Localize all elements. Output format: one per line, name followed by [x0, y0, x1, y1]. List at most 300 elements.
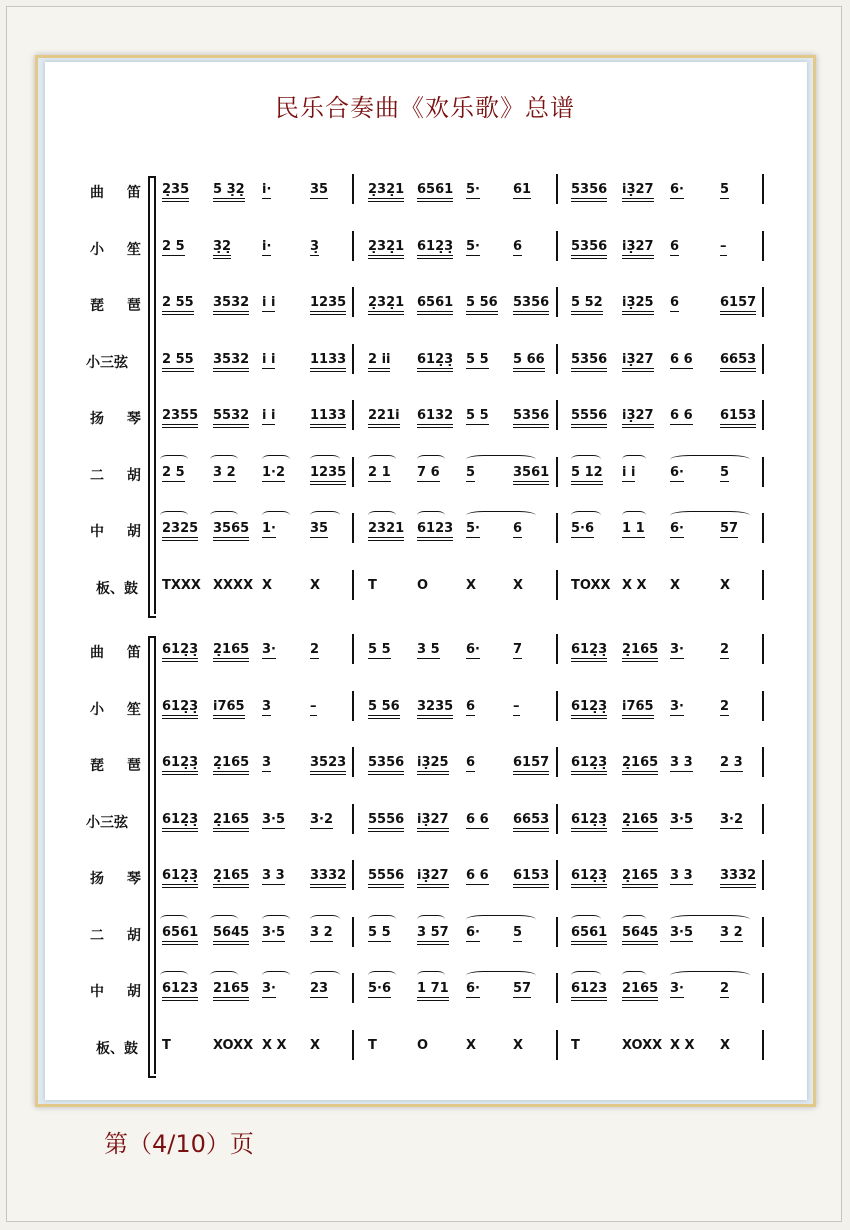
note-group: 2̣165 [622, 868, 658, 888]
instrument-label: 板、鼓 [96, 580, 138, 597]
note-group: 612̣3̣ [162, 812, 198, 832]
note-group: 5 5 [466, 408, 489, 423]
barline [352, 691, 354, 721]
note-group: 2 [720, 981, 730, 996]
note-group: 3· [670, 981, 684, 996]
note-group: 612̣3̣ [571, 755, 607, 775]
slur-mark [310, 511, 340, 520]
instrument-label: 中 胡 [90, 984, 150, 1000]
note-group: 1235 [310, 465, 346, 485]
slur-mark [262, 971, 290, 980]
note-group: i3̣27 [622, 408, 654, 428]
note-group: 3 3 [670, 868, 693, 883]
note-group: XOXX [213, 1037, 254, 1053]
instrument-label: 扬 琴 [90, 411, 150, 427]
note-group: 2 5 [162, 238, 185, 254]
note-group: 2165 [622, 981, 658, 1001]
note-group: 5 52 [571, 295, 603, 315]
instrument-label: 琵 琶 [90, 758, 150, 774]
barline [352, 174, 354, 204]
note-group: X X [622, 577, 647, 593]
note-group: 7 [513, 642, 523, 657]
note-group: 5356 [571, 182, 607, 202]
barline [762, 691, 764, 721]
slur-mark [210, 455, 238, 464]
instrument-row [0, 687, 850, 727]
note-group: 5 5 [368, 642, 391, 657]
note-group: T [368, 577, 377, 593]
note-group: 5 [466, 464, 476, 480]
note-group: 5 56 [368, 699, 400, 719]
note-group: X [720, 577, 731, 593]
note-group: 6 6 [466, 811, 489, 827]
note-group: 5356 [368, 755, 404, 775]
slur-mark [160, 915, 188, 924]
instrument-label: 曲 笛 [90, 645, 150, 661]
barline [762, 917, 764, 947]
note-group: 2̣32̣1 [368, 239, 404, 259]
note-group: i3̣27 [622, 239, 654, 259]
note-group: 6 [670, 238, 680, 254]
note-group: X [670, 577, 681, 593]
note-group: 3 3 [262, 868, 285, 883]
note-group: 3 57 [417, 925, 449, 945]
note-group: 6· [670, 521, 684, 536]
slur-mark [571, 455, 601, 464]
note-group: 2̣165 [213, 812, 249, 832]
barline [352, 1030, 354, 1060]
barline [556, 634, 558, 664]
instrument-label: 二 胡 [90, 467, 150, 484]
barline [352, 457, 354, 487]
note-group: 6· [466, 981, 480, 996]
note-group: 3565 [213, 521, 249, 541]
score-title: 民乐合奏曲《欢乐歌》总谱 [275, 94, 575, 122]
note-group: 7 6 [417, 464, 440, 480]
note-group: 35 [310, 182, 329, 197]
instrument-label: 曲 笛 [90, 185, 150, 201]
note-group: 6153 [720, 408, 756, 428]
slur-mark [368, 511, 396, 520]
note-group: 2 [310, 642, 320, 657]
instrument-row [0, 170, 850, 210]
barline [762, 344, 764, 374]
barline [556, 231, 558, 261]
note-group: 5 [513, 924, 523, 940]
note-group: 5· [466, 521, 480, 536]
barline [762, 747, 764, 777]
note-group: 3·5 [262, 924, 286, 940]
slur-mark [622, 455, 646, 464]
note-group: 221i [368, 408, 400, 428]
note-group: 6 [466, 698, 476, 714]
note-group: 6 6 [466, 868, 489, 883]
barline [352, 804, 354, 834]
slur-mark [466, 455, 536, 464]
note-group: 3·5 [670, 924, 694, 940]
slur-mark [466, 511, 536, 520]
barline [762, 570, 764, 600]
note-group: 5645 [213, 925, 249, 945]
note-group: 2 [720, 698, 730, 714]
note-group: 6132 [417, 408, 453, 428]
slur-mark [417, 455, 445, 464]
barline [556, 570, 558, 600]
instrument-row [0, 227, 850, 267]
note-group: X [262, 577, 273, 593]
barline [556, 174, 558, 204]
slur-mark [160, 511, 188, 520]
slur-mark [670, 915, 750, 924]
note-group: 5 66 [513, 352, 545, 372]
note-group: 1 71 [417, 981, 449, 1001]
note-group: 612̣3̣ [162, 868, 198, 888]
note-group: i3̣25 [622, 295, 654, 315]
note-group: X [310, 577, 321, 593]
note-group: 5 [720, 182, 730, 197]
note-group: 6561 [571, 925, 607, 945]
slur-mark [310, 915, 340, 924]
note-group: i· [262, 238, 272, 254]
note-group: 6561 [417, 182, 453, 202]
note-group: 1133 [310, 408, 346, 428]
barline [352, 287, 354, 317]
note-group: 3·2 [310, 811, 334, 827]
note-group: 5· [466, 182, 480, 197]
note-group: i i [262, 408, 276, 423]
note-group: 5·6 [571, 521, 595, 536]
barline [762, 804, 764, 834]
instrument-row [0, 630, 850, 670]
note-group: 612̣3̣ [571, 812, 607, 832]
instrument-label: 板、鼓 [96, 1040, 138, 1057]
note-group: 2̣35 [162, 182, 189, 202]
barline [762, 860, 764, 890]
note-group: 612̣3̣ [417, 352, 453, 372]
slur-mark [670, 511, 750, 520]
slur-mark [160, 971, 188, 980]
note-group: X X [670, 1037, 695, 1053]
slur-mark [160, 455, 188, 464]
note-group: 5 3̣2̣ [213, 182, 245, 202]
note-group: 3332 [310, 868, 346, 888]
slur-mark [262, 455, 290, 464]
note-group: 2̣165 [622, 642, 658, 662]
note-group: 3 2 [720, 924, 743, 940]
note-group: X [513, 1037, 524, 1053]
note-group: 3 5 [417, 642, 440, 657]
barline [352, 570, 354, 600]
barline [556, 973, 558, 1003]
note-group: 3·2 [720, 811, 744, 827]
slur-mark [670, 455, 750, 464]
note-group: 6157 [720, 295, 756, 315]
note-group: 5·6 [368, 981, 392, 996]
note-group: 2̣165 [213, 755, 249, 775]
instrument-row [0, 1026, 850, 1066]
instrument-label: 小三弦 [86, 814, 128, 831]
note-group: 2 [720, 642, 730, 657]
note-group: T [162, 1037, 171, 1053]
note-group: 5 [720, 464, 730, 480]
note-group: 6 [513, 521, 523, 536]
note-group: 3· [670, 642, 684, 657]
barline [352, 231, 354, 261]
note-group: 612̣3̣ [162, 699, 198, 719]
note-group: i i [262, 295, 276, 310]
barline [352, 344, 354, 374]
slur-mark [417, 511, 445, 520]
note-group: 6153 [513, 868, 549, 888]
slur-mark [262, 915, 290, 924]
barline [352, 400, 354, 430]
slur-mark [622, 915, 646, 924]
note-group: 3̣ [310, 238, 320, 254]
slur-mark [368, 915, 396, 924]
note-group: 2 5 [162, 464, 185, 480]
note-group: 6 [466, 755, 476, 770]
note-group: 6· [466, 924, 480, 940]
note-group: X [513, 577, 524, 593]
note-group: 6157 [513, 755, 549, 775]
barline [556, 747, 558, 777]
page-number: 第（4/10）页 [104, 1130, 254, 1158]
note-group: 5356 [513, 295, 549, 315]
slur-mark [417, 971, 445, 980]
barline [556, 917, 558, 947]
barline [556, 287, 558, 317]
instrument-row [0, 340, 850, 380]
note-group: 6· [670, 182, 684, 197]
barline [352, 917, 354, 947]
note-group: 23 [310, 981, 329, 996]
note-group: 6123 [571, 981, 607, 1001]
note-group: T [368, 1037, 377, 1053]
instrument-row [0, 969, 850, 1009]
note-group: 2̣165 [213, 868, 249, 888]
barline [556, 457, 558, 487]
note-group: i3̣27 [417, 812, 449, 832]
note-group: 612̣3̣ [417, 239, 453, 259]
instrument-label: 小 笙 [90, 241, 150, 258]
note-group: TOXX [571, 577, 611, 593]
barline [556, 804, 558, 834]
note-group: 6123 [162, 981, 198, 1001]
note-group: 3 2 [213, 464, 236, 480]
slur-mark [622, 971, 646, 980]
slur-mark [310, 455, 340, 464]
note-group: i· [262, 182, 272, 197]
barline [762, 287, 764, 317]
slur-mark [571, 971, 601, 980]
note-group: 3 3 [670, 755, 693, 770]
note-group: 2325 [162, 521, 198, 541]
note-group: 6123 [417, 521, 453, 541]
barline [352, 634, 354, 664]
barline [762, 400, 764, 430]
note-group: 3· [262, 981, 276, 996]
note-group: 5 5 [368, 924, 391, 940]
note-group: i3̣27 [417, 868, 449, 888]
note-group: 1·2 [262, 464, 286, 480]
slur-mark [417, 915, 445, 924]
note-group: 6· [670, 464, 684, 480]
note-group: i3̣27 [622, 352, 654, 372]
slur-mark [571, 915, 601, 924]
note-group: 2̣165 [213, 642, 249, 662]
instrument-row [0, 283, 850, 323]
note-group: 6 [670, 295, 680, 310]
note-group: XXXX [213, 577, 254, 593]
note-group: 5356 [571, 352, 607, 372]
barline [352, 860, 354, 890]
note-group: 5 12 [571, 465, 603, 485]
barline [762, 1030, 764, 1060]
note-group: 35 [310, 521, 329, 536]
note-group: 2 55 [162, 295, 194, 315]
note-group: T [571, 1037, 580, 1053]
note-group: O [417, 1037, 429, 1053]
note-group: i765 [213, 699, 245, 719]
note-group: 3235 [417, 699, 453, 719]
instrument-label: 小 笙 [90, 701, 150, 718]
barline [352, 747, 354, 777]
instrument-row [0, 396, 850, 436]
instrument-label: 琵 琶 [90, 298, 150, 314]
note-group: 5645 [622, 925, 658, 945]
note-group: 5556 [571, 408, 607, 428]
slur-mark [368, 971, 396, 980]
note-group: 3561 [513, 465, 549, 485]
barline [556, 691, 558, 721]
note-group: 6653 [513, 812, 549, 832]
note-group: 3 [262, 698, 272, 714]
note-group: X [310, 1037, 321, 1053]
note-group: 6 6 [670, 408, 693, 423]
slur-mark [622, 511, 646, 520]
note-group: 3· [262, 642, 276, 657]
note-group: 3532 [213, 352, 249, 372]
note-group: 5356 [571, 239, 607, 259]
note-group: 6561 [417, 295, 453, 315]
note-group: i i [622, 464, 636, 480]
note-group: 2 ii [368, 352, 390, 372]
barline [762, 634, 764, 664]
barline [762, 973, 764, 1003]
note-group: 1 1 [622, 521, 645, 536]
note-group: 5 56 [466, 295, 498, 315]
slur-mark [670, 971, 750, 980]
note-group: 1133 [310, 352, 346, 372]
note-group: 612̣3̣ [571, 699, 607, 719]
note-group: – [513, 698, 520, 714]
note-group: 1235 [310, 295, 346, 315]
barline [352, 973, 354, 1003]
note-group: 3·5 [262, 811, 286, 827]
note-group: 5556 [368, 812, 404, 832]
note-group: 2 1 [368, 464, 391, 480]
note-group: 5556 [368, 868, 404, 888]
note-group: 6 6 [670, 351, 693, 367]
note-group: 2 55 [162, 352, 194, 372]
barline [352, 513, 354, 543]
note-group: 5 5 [466, 351, 489, 367]
instrument-row [0, 566, 850, 606]
note-group: 3 [262, 755, 272, 770]
slur-mark [210, 971, 238, 980]
slur-mark [310, 971, 340, 980]
note-group: 6· [466, 642, 480, 657]
note-group: X [720, 1037, 731, 1053]
note-group: 5532 [213, 408, 249, 428]
barline [556, 344, 558, 374]
note-group: 2321 [368, 521, 404, 541]
note-group: 612̣3̣ [162, 755, 198, 775]
barline [762, 174, 764, 204]
barline [556, 1030, 558, 1060]
instrument-row [0, 913, 850, 953]
note-group: 3· [670, 698, 684, 714]
slur-mark [466, 915, 536, 924]
note-group: 57 [513, 981, 532, 996]
instrument-label: 中 胡 [90, 524, 150, 540]
note-group: 2̣32̣1 [368, 295, 404, 315]
note-group: 2355 [162, 408, 198, 428]
note-group: 2165 [213, 981, 249, 1001]
note-group: i3̣25 [417, 755, 449, 775]
note-group: 6653 [720, 352, 756, 372]
note-group: 2̣32̣1 [368, 182, 404, 202]
note-group: O [417, 577, 429, 593]
instrument-row [0, 743, 850, 783]
note-group: 1· [262, 521, 276, 536]
note-group: 61 [513, 182, 532, 197]
slur-mark [571, 511, 601, 520]
note-group: 2̣165 [622, 812, 658, 832]
slur-mark [368, 455, 396, 464]
note-group: X [466, 1037, 477, 1053]
instrument-label: 二 胡 [90, 927, 150, 944]
note-group: XOXX [622, 1037, 663, 1053]
note-group: 2 3 [720, 755, 743, 770]
instrument-row [0, 453, 850, 493]
slur-mark [466, 971, 536, 980]
note-group: – [720, 238, 727, 254]
instrument-label: 扬 琴 [90, 871, 150, 887]
barline [762, 231, 764, 261]
instrument-row [0, 509, 850, 549]
note-group: 612̣3̣ [162, 642, 198, 662]
note-group: i3̣27 [622, 182, 654, 202]
note-group: 6561 [162, 925, 198, 945]
note-group: 3532 [213, 295, 249, 315]
barline [556, 860, 558, 890]
note-group: X X [262, 1037, 287, 1053]
barline [556, 513, 558, 543]
slur-mark [210, 511, 238, 520]
note-group: 5· [466, 238, 480, 254]
note-group: 2̣165 [622, 755, 658, 775]
instrument-row [0, 800, 850, 840]
instrument-row [0, 856, 850, 896]
note-group: 3̣2̣ [213, 239, 231, 259]
note-group: 6 [513, 238, 523, 254]
barline [556, 400, 558, 430]
note-group: 5356 [513, 408, 549, 428]
note-group: 3·5 [670, 811, 694, 827]
note-group: 57 [720, 521, 739, 536]
slur-mark [262, 511, 290, 520]
